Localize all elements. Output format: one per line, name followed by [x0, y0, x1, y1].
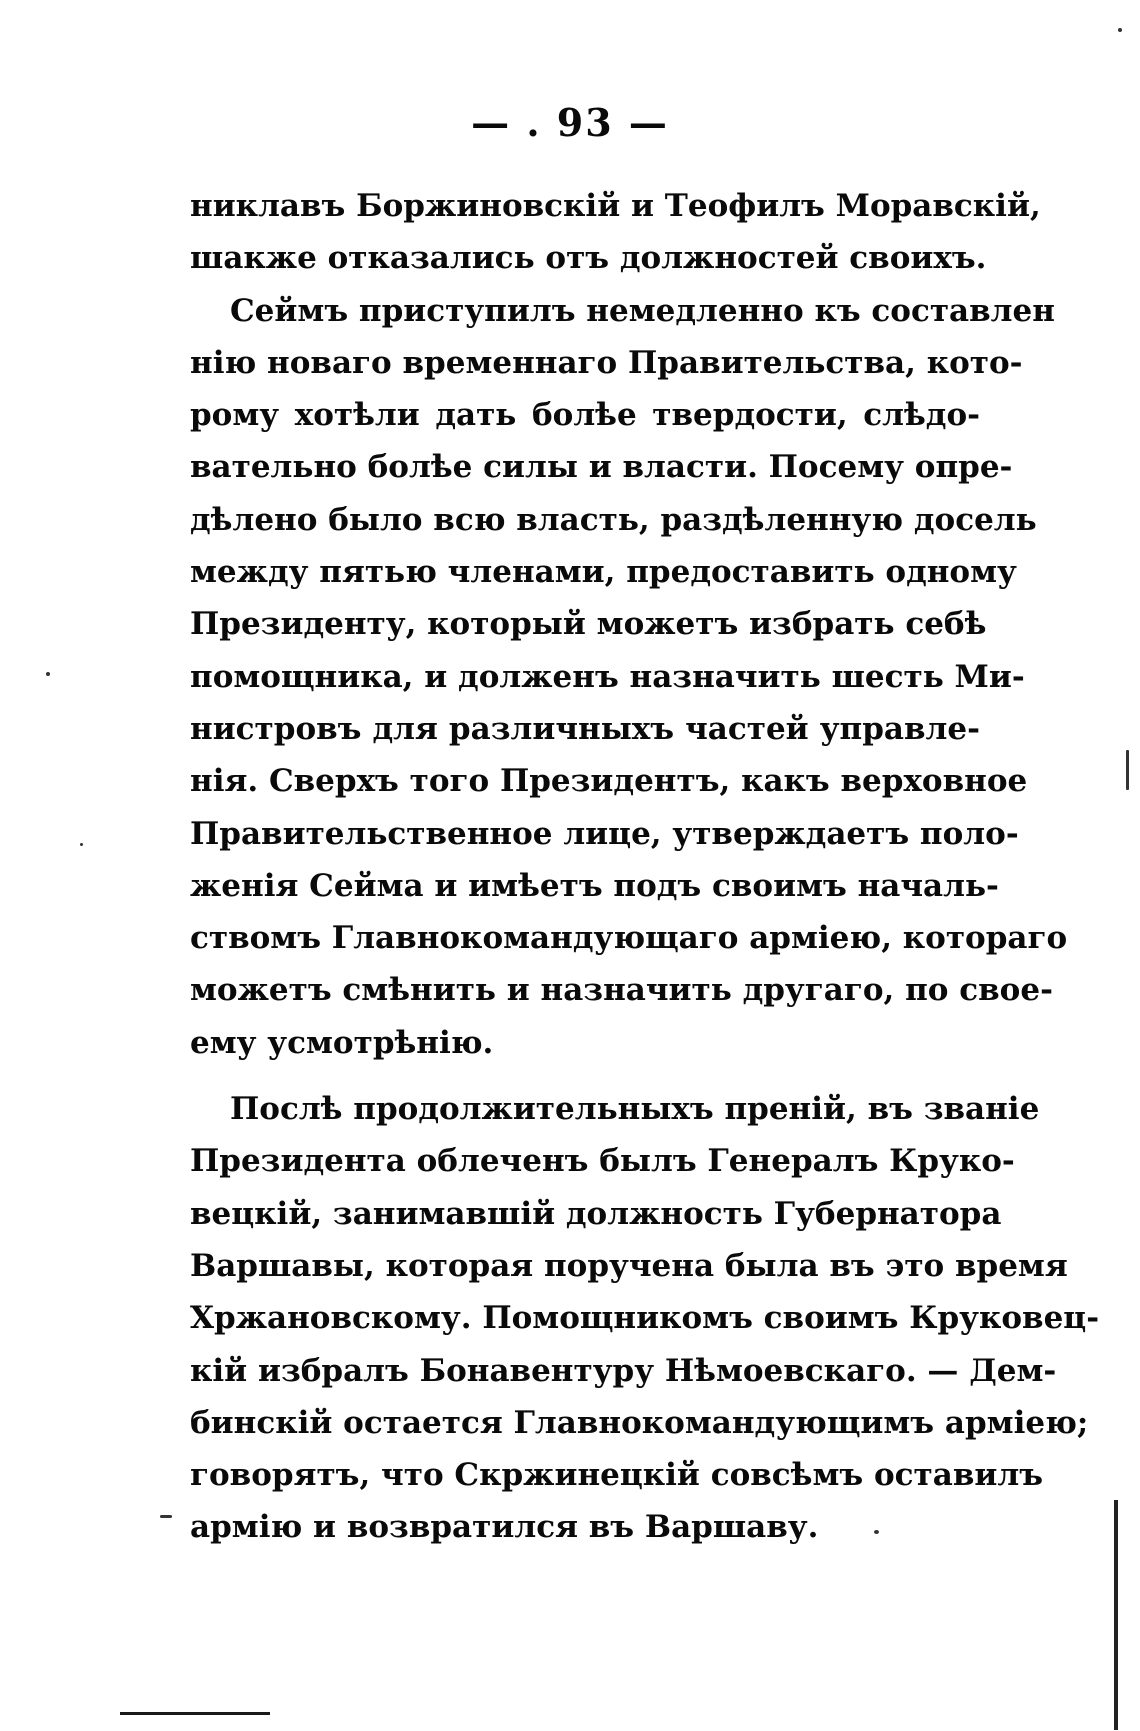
text-line: Правительственное лице, утверждаетъ поло-: [190, 815, 1019, 852]
scan-speck: [1118, 28, 1122, 32]
text-line: ствомъ Главнокомандующаго арміею, котораго: [190, 920, 1068, 957]
text-line: армію и возвратился въ Варшаву.: [190, 1509, 819, 1546]
text-line: Президента облеченъ былъ Генералъ Круко-: [190, 1143, 1015, 1180]
scan-speck: [874, 1530, 879, 1534]
scan-speck: [46, 672, 50, 676]
scan-artifact-rule: [120, 1712, 270, 1715]
paragraph-start-line: Сеймъ приступилъ немедленно къ составлен: [230, 292, 1055, 329]
text-line: помощника, и долженъ назначить шесть Ми-: [190, 658, 1025, 695]
text-line: нія. Сверхъ того Президентъ, какъ верховное: [190, 763, 1028, 800]
text-line: Варшавы, которая поручена была въ это время: [190, 1247, 1068, 1284]
text-line: между пятью членами, предоставить одному: [190, 554, 1017, 591]
scan-artifact-edge: [1114, 1500, 1118, 1730]
text-line: кій избралъ Бонавентуру Нѣмоевскаго. — Дем-: [190, 1352, 1057, 1389]
text-line: рому хотѣли дать болѣе твердости, слѣдо-: [190, 397, 980, 434]
text-line: вецкій, занимавшій должность Губернатора: [190, 1195, 1002, 1232]
text-line: Хржановскому. Помощникомъ своимъ Круковец-: [190, 1300, 1100, 1337]
scan-speck: [80, 843, 83, 846]
paragraph-start-line: Послѣ продолжительныхъ преній, въ званіе: [230, 1091, 1040, 1128]
text-line: вательно болѣе силы и власти. Посему опре-: [190, 449, 1013, 486]
scan-speck: [1126, 750, 1129, 790]
text-line: дѣлено было всю власть, раздѣленную досель: [190, 501, 1037, 538]
text-line: нію новаго временнаго Правительства, кото-: [190, 344, 1023, 381]
page-number: — . 93 —: [471, 100, 669, 145]
body-text: [190, 180, 1100, 1554]
text-line: шакже отказались отъ должностей своихъ.: [190, 240, 987, 277]
text-line: ему усмотрѣнію.: [190, 1024, 494, 1061]
text-line: никлавъ Боржиновскій и Теофилъ Моравскій,: [190, 188, 1041, 224]
text-line: бинскій остается Главнокомандующимъ арміею;: [190, 1404, 1089, 1441]
text-line: нистровъ для различныхъ частей управле-: [190, 710, 980, 747]
text-line: говорятъ, что Скржинецкій совсѣмъ оставилъ: [190, 1457, 1043, 1494]
text-line: Президенту, который можетъ избрать себѣ: [190, 606, 987, 643]
paragraph-gap: [190, 1069, 980, 1083]
text-line: можетъ смѣнить и назначить другаго, по свое-: [190, 972, 1053, 1009]
text-line: женія Сейма и имѣетъ подъ своимъ началь-: [190, 867, 999, 904]
scan-speck: [160, 1515, 172, 1518]
